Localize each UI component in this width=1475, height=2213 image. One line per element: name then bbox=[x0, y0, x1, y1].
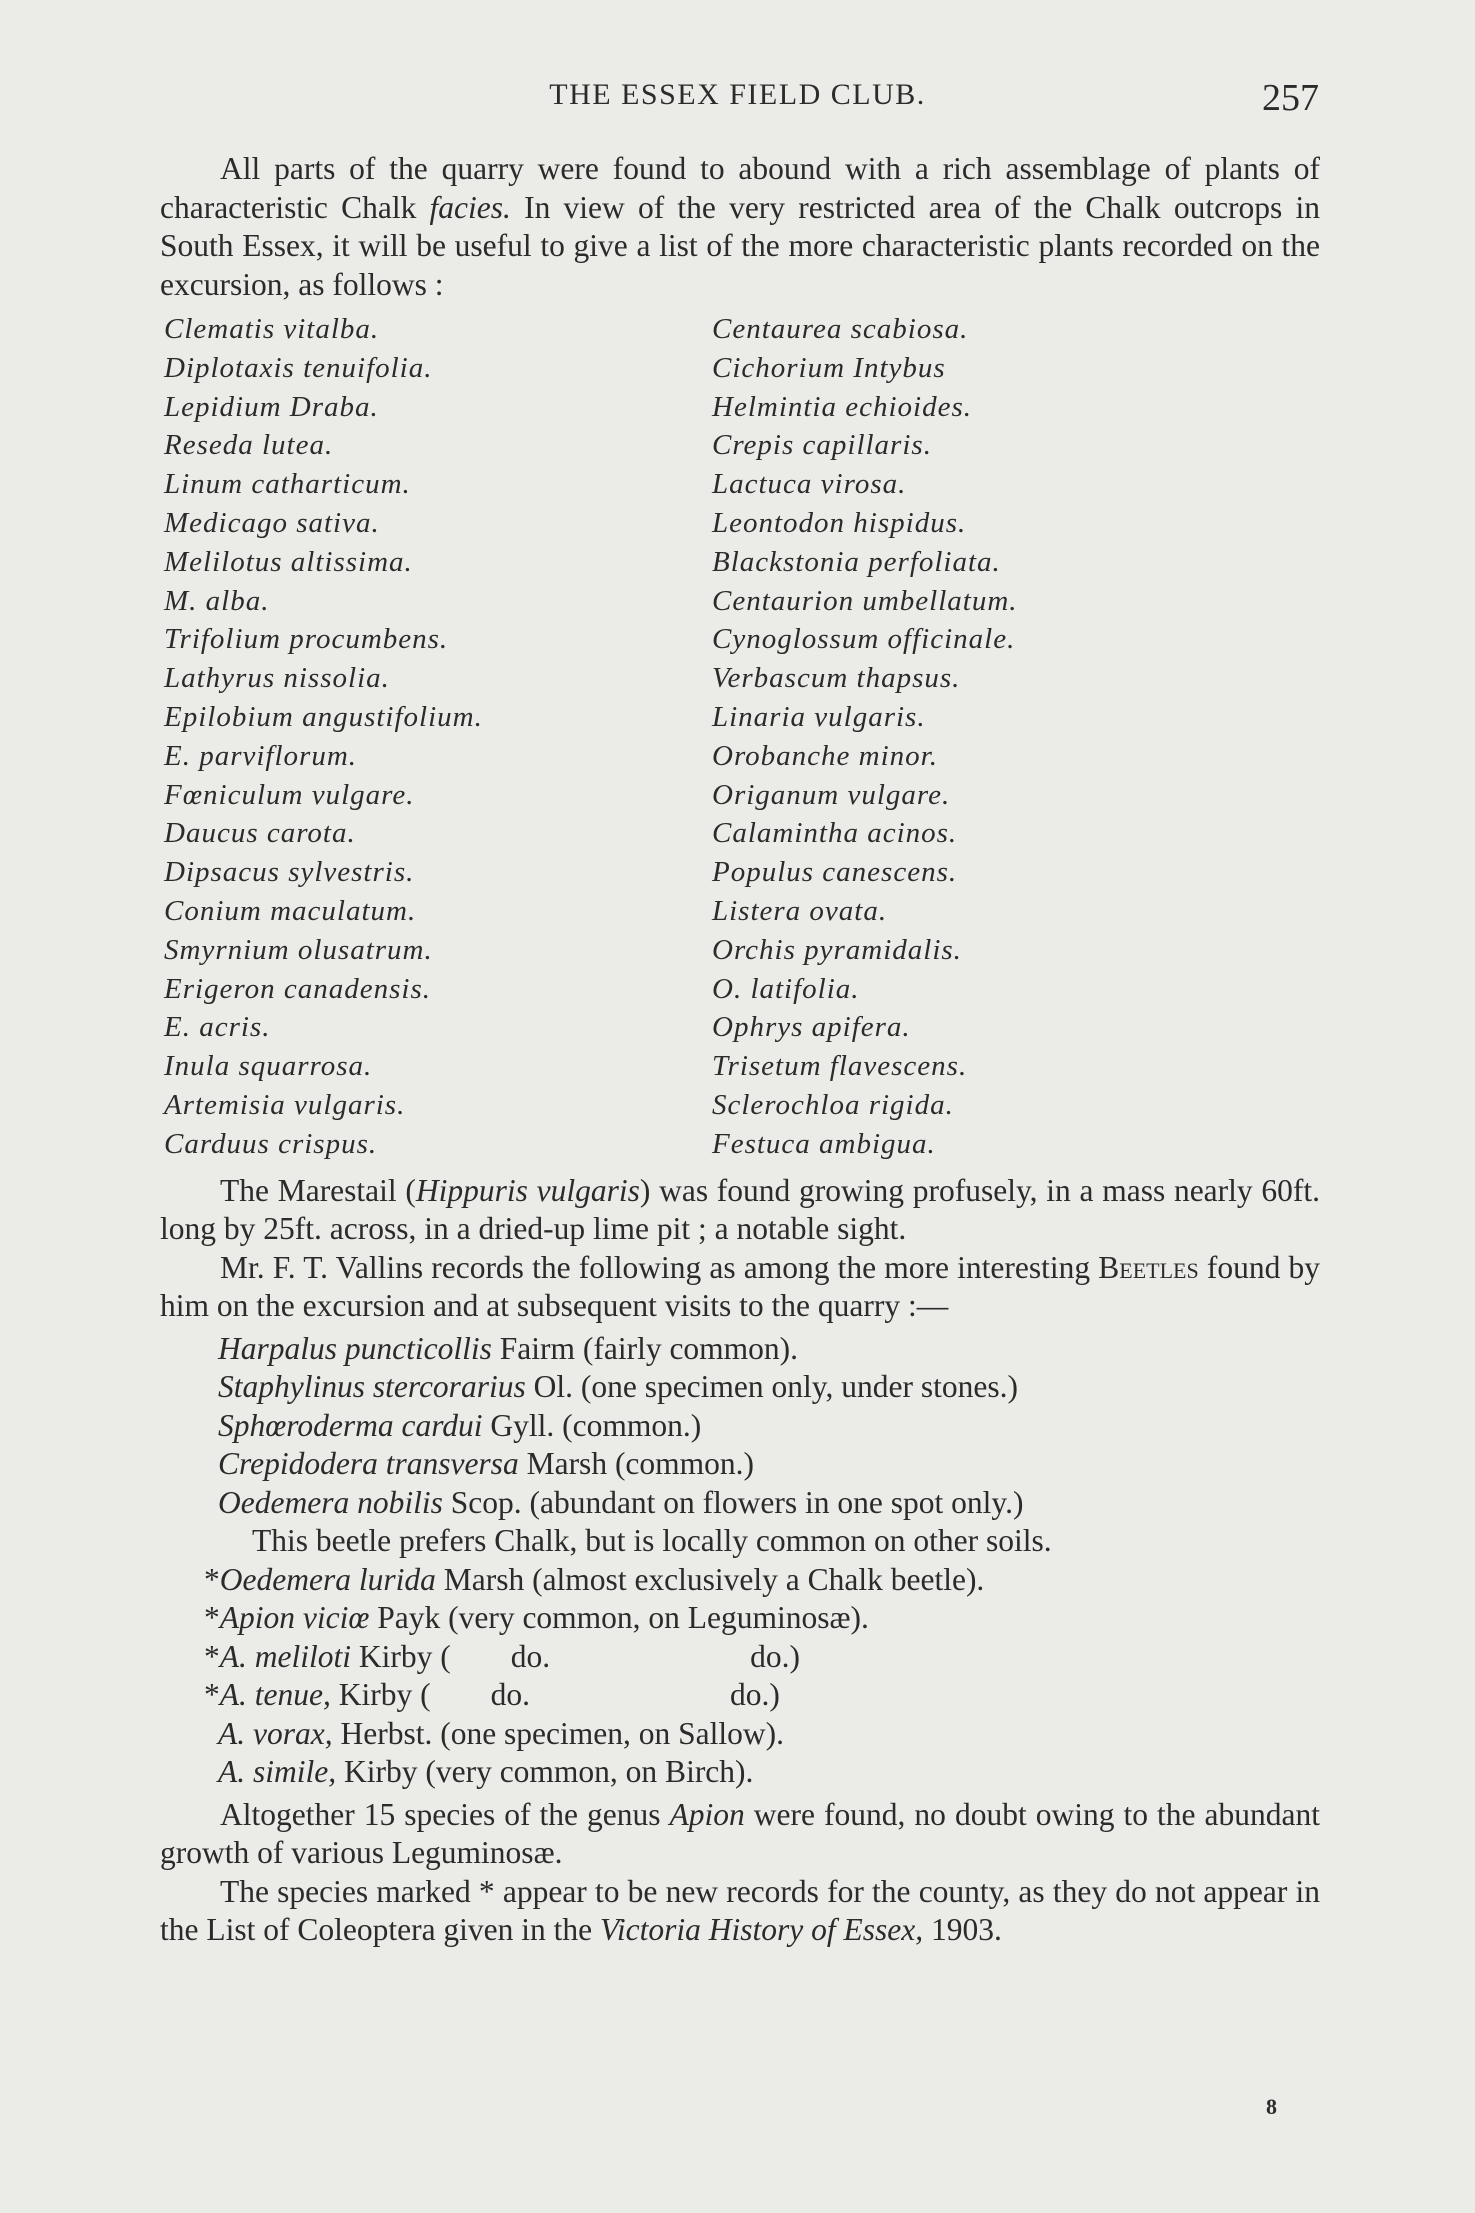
beetle-entry bbox=[218, 1445, 1320, 1484]
plant-item: Cynoglossum officinale. bbox=[712, 623, 1016, 656]
plant-item: Crepis capillaris. bbox=[712, 429, 932, 462]
plant-item: Inula squarrosa. bbox=[164, 1050, 373, 1083]
plant-item: Orchis pyramidalis. bbox=[712, 933, 962, 966]
new-record-asterisk: * bbox=[204, 1638, 220, 1674]
plant-item: Festuca ambigua. bbox=[712, 1127, 936, 1160]
beetle-note: Kirby (very common, on Birch). bbox=[336, 1754, 754, 1790]
vallins-paragraph bbox=[160, 1249, 1320, 1326]
beetle-note: Fairm (fairly common). bbox=[491, 1330, 799, 1366]
beetle-note: Gyll. (common.) bbox=[482, 1407, 702, 1443]
beetle-note: Payk (very common, on Leguminosæ). bbox=[369, 1600, 869, 1636]
plant-item: Diplotaxis tenuifolia. bbox=[164, 351, 433, 384]
beetle-entry bbox=[204, 1599, 1320, 1638]
apion-text-1: Altogether 15 species of the genus bbox=[220, 1796, 670, 1832]
plant-item: Erigeron canadensis. bbox=[164, 972, 432, 1005]
plant-item: Listera ovata. bbox=[712, 894, 888, 927]
plant-item: E. acris. bbox=[164, 1011, 271, 1044]
beetle-list bbox=[204, 1330, 1320, 1792]
beetle-entry bbox=[204, 1676, 1320, 1715]
plant-item: Blackstonia perfoliata. bbox=[712, 545, 1001, 578]
beetle-note: Scop. (abundant on flowers in one spot only.) bbox=[442, 1484, 1024, 1520]
vallins-text-2: found by him on the excursion and at subsequent visits to the quarry :— bbox=[160, 1249, 1320, 1324]
beetle-entry bbox=[218, 1368, 1320, 1407]
plant-item: Dipsacus sylvestris. bbox=[164, 856, 415, 889]
species-text-2: 1903. bbox=[923, 1912, 1002, 1948]
beetle-species-name: Crepidodera transversa bbox=[218, 1446, 519, 1482]
beetle-note: Herbst. (one specimen, on Sallow). bbox=[332, 1715, 784, 1751]
beetle-entry bbox=[218, 1753, 1320, 1792]
plant-item: Conium maculatum. bbox=[164, 894, 417, 927]
plant-item: Carduus crispus. bbox=[164, 1127, 378, 1160]
beetle-entry bbox=[218, 1484, 1320, 1523]
plant-list-right bbox=[712, 310, 1018, 1164]
plant-item: Epilobium angustifolium. bbox=[164, 700, 483, 733]
beetle-author: Kirby ( bbox=[330, 1677, 431, 1713]
plant-item: Clematis vitalba. bbox=[164, 313, 380, 345]
plant-item: Helmintia echioides. bbox=[712, 390, 973, 423]
plant-item: Trifolium procumbens. bbox=[164, 623, 449, 656]
apion-text-2: were found, no doubt owing to the abundant growth of various Leguminosæ. bbox=[160, 1796, 1320, 1871]
new-record-asterisk: * bbox=[204, 1677, 220, 1713]
plant-item: Lathyrus nissolia. bbox=[164, 662, 390, 695]
beetle-species-name: A. tenue, bbox=[219, 1677, 331, 1713]
plant-item: Sclerochloa rigida. bbox=[712, 1088, 954, 1121]
intro-text-2: In view of the very restricted area of the Chalk outcrops in South Essex, it will be useful to give a list of the more characteristic plants recorded on the excursion, as follows : bbox=[160, 189, 1320, 302]
beetle-entry bbox=[218, 1715, 1320, 1754]
intro-paragraph bbox=[160, 150, 1320, 304]
plant-item: Linum catharticum. bbox=[164, 468, 411, 501]
beetle-species-name: Sphœroderma cardui bbox=[218, 1407, 483, 1443]
beetle-species-name: Harpalus puncticollis bbox=[218, 1330, 492, 1366]
beetle-species-name: A. simile, bbox=[218, 1754, 337, 1790]
beetle-species-name: Oedemera nobilis bbox=[218, 1484, 443, 1520]
plant-item: Leontodon hispidus. bbox=[712, 506, 967, 539]
plant-item: Calamintha acinos. bbox=[712, 817, 958, 850]
beetle-entry bbox=[204, 1638, 1320, 1677]
apion-italic: Apion bbox=[669, 1796, 745, 1832]
plant-item: Ophrys apifera. bbox=[712, 1011, 911, 1044]
plant-item: Artemisia vulgaris. bbox=[164, 1088, 406, 1121]
beetle-note: Ol. (one specimen only, under stones.) bbox=[525, 1369, 1018, 1405]
plant-list bbox=[164, 310, 1320, 1164]
intro-text-1: All parts of the quarry were found to abound with a rich assemblage of plants of characteristic Chalk bbox=[160, 151, 1320, 225]
plant-item: M. alba. bbox=[164, 584, 270, 617]
marestail-text-2: ) was found growing profusely, in a mass nearly 60ft. long by 25ft. across, in a dried-up lime pit ; a notable sight. bbox=[160, 1172, 1320, 1247]
beetle-entry bbox=[204, 1561, 1320, 1600]
plant-item: Cichorium Intybus bbox=[712, 351, 946, 384]
plant-item: Verbascum thapsus. bbox=[712, 662, 961, 695]
running-header: THE ESSEX FIELD CLUB. bbox=[549, 78, 926, 111]
beetle-species-name: Apion viciœ bbox=[219, 1600, 370, 1636]
plant-item: Medicago sativa. bbox=[164, 506, 380, 539]
species-marked-paragraph bbox=[160, 1873, 1320, 1950]
plant-item: Trisetum flavescens. bbox=[712, 1050, 968, 1083]
marestail-italic: Hippuris vulgaris bbox=[415, 1172, 640, 1208]
marestail-paragraph bbox=[160, 1172, 1320, 1249]
vallins-smallcaps: Beetles bbox=[1098, 1249, 1199, 1285]
plant-item: E. parviflorum. bbox=[164, 739, 358, 772]
new-record-asterisk: * bbox=[204, 1600, 220, 1636]
plant-item: Reseda lutea. bbox=[164, 429, 334, 462]
plant-item: Orobanche minor. bbox=[712, 739, 938, 772]
beetle-note: Marsh (common.) bbox=[518, 1446, 755, 1482]
page-number: 257 bbox=[1262, 77, 1319, 119]
ditto-mark: do. bbox=[510, 1638, 551, 1674]
beetle-species-name: Staphylinus stercorarius bbox=[218, 1369, 526, 1405]
marestail-text-1: The Marestail ( bbox=[220, 1172, 416, 1208]
beetle-species-name: A. meliloti bbox=[219, 1638, 351, 1674]
plant-item: Lactuca virosa. bbox=[712, 468, 907, 501]
plant-item: Fœniculum vulgare. bbox=[164, 778, 415, 811]
ditto-mark: do.) bbox=[750, 1638, 800, 1674]
plant-list-left bbox=[164, 310, 712, 1164]
plant-item: O. latifolia. bbox=[712, 972, 860, 1005]
ditto-mark: do.) bbox=[729, 1677, 780, 1713]
beetle-habitat-note: This beetle prefers Chalk, but is locally common on other soils. bbox=[252, 1523, 1052, 1559]
plant-item: Centaurion umbellatum. bbox=[712, 584, 1018, 617]
new-record-asterisk: * bbox=[204, 1561, 220, 1597]
species-italic: Victoria History of Essex, bbox=[600, 1912, 924, 1948]
plant-item: Daucus carota. bbox=[164, 817, 356, 850]
plant-item: Lepidium Draba. bbox=[164, 390, 379, 423]
plant-item: Smyrnium olusatrum. bbox=[164, 933, 433, 966]
beetle-entry bbox=[218, 1407, 1320, 1446]
vallins-text-1: Mr. F. T. Vallins records the following as among the more interesting bbox=[220, 1249, 1099, 1285]
plant-item: Melilotus altissima. bbox=[164, 545, 413, 578]
beetle-species-name: A. vorax, bbox=[218, 1715, 333, 1751]
plant-item: Linaria vulgaris. bbox=[712, 700, 926, 733]
plant-item: Populus canescens. bbox=[712, 856, 958, 889]
beetle-species-name: Oedemera lurida bbox=[219, 1561, 436, 1597]
page-body bbox=[160, 150, 1320, 1950]
signature-mark: 8 bbox=[1266, 2094, 1277, 2119]
intro-italic: facies. bbox=[429, 189, 511, 225]
species-text-1: The species marked * appear to be new records for the county, as they do not appear in the List of Coleoptera given in the bbox=[160, 1873, 1320, 1948]
apion-paragraph bbox=[160, 1796, 1320, 1873]
beetle-entry bbox=[218, 1330, 1320, 1369]
plant-item: Origanum vulgare. bbox=[712, 778, 951, 811]
ditto-mark: do. bbox=[490, 1677, 530, 1713]
beetle-author: Kirby ( bbox=[350, 1638, 451, 1674]
plant-item: Centaurea scabiosa. bbox=[712, 313, 969, 345]
beetle-note: Marsh (almost exclusively a Chalk beetle). bbox=[435, 1561, 985, 1597]
